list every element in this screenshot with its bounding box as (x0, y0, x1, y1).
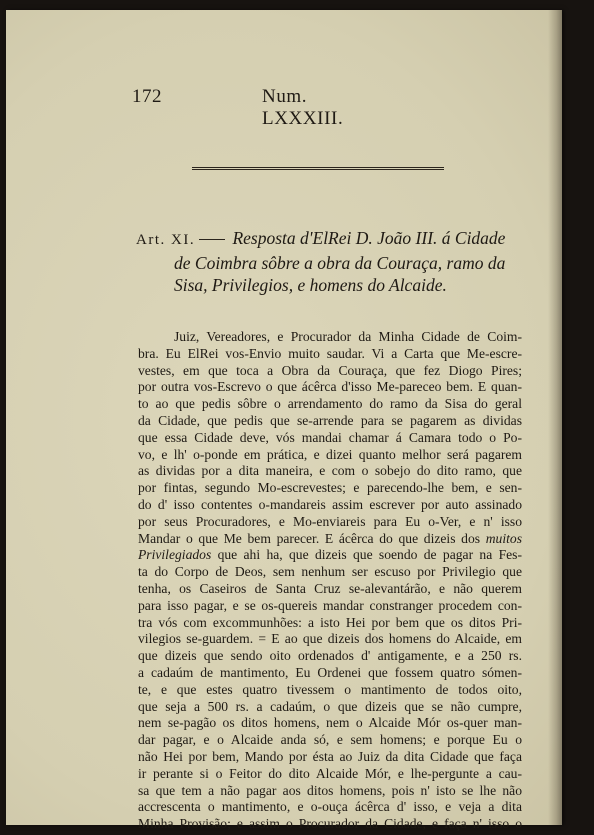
body-line: Juiz, Vereadores, e Procurador da Minha Cidade de Coim- (174, 329, 522, 344)
header-rule (192, 167, 444, 170)
article-title-line: Resposta d'ElRei D. João III. á Cidade (232, 228, 506, 248)
body-line: Minha Provisão; e assim o Procurador da Cidade, e faça n' isso o (138, 816, 522, 832)
body-line: bra. Eu ElRei vos-Envio muito saudar. Vi a Carta que Me-escre- (138, 345, 522, 361)
body-line: dar pagar, e o Alcaide anda só, e sem homens; e porque Eu o (138, 732, 522, 748)
body-line: te, e que estes quatro tivessem o mantimento de todos oito, (138, 681, 522, 697)
page-header (132, 86, 392, 129)
running-head: Num. LXXXIII. (262, 86, 344, 129)
body-line: tenha, os Caseiros de Santa Cruz se-alevantárão, e não querem (138, 580, 522, 596)
letter-body (138, 329, 522, 833)
body-line: que dizeis que sendo oito ordenados d' antigamente, e a 250 rs. (138, 648, 522, 664)
body-line: Mandar o que Me bem parecer. E ácêrca do que dizeis dos muitos (138, 530, 522, 546)
article-dash (199, 239, 225, 240)
body-line: vilegios se-guardem. = E ao que dizeis dos homens do Alcaide, em (138, 631, 522, 647)
article-label: Art. XI. (136, 232, 196, 248)
body-line: vestes, em que toca a Obra da Couraça, que fez Diogo Pires; (138, 362, 522, 378)
body-line: accrescenta o mantimento, e o-ouça ácêrca d' isso, e veja a dita (138, 799, 522, 815)
body-line: da Cidade, que pedis que se-arrende para se pagarem as dividas (138, 412, 522, 428)
body-line: não Hei por bem, Mando por ésta ao Juiz da dita Cidade que faça (138, 748, 522, 764)
body-line: por outra vos-Escrevo o que ácêrca d'isso Me-pareceo bem. E quan- (138, 379, 522, 395)
body-line: para isso pagar, e se os-quereis mandar constranger procedem con- (138, 597, 522, 613)
body-line: tra vós com excommunhões: a isto Hei por bem que os ditos Pri- (138, 614, 522, 630)
body-line: ta do Corpo de Deos, sem nenhum ser escuso por Privilegio que (138, 564, 522, 580)
body-line: as dividas por a dita maneira, e com o sobejo do dito ramo, que (138, 463, 522, 479)
article-title-line: Sisa, Privilegios, e homens do Alcaide. (174, 275, 447, 295)
body-line: a cadaúm de mantimento, Eu Ordenei que fossem quatro sómen- (138, 664, 522, 680)
body-line: Privilegiados que ahi ha, que dizeis que soendo de pagar na Fes- (138, 547, 522, 563)
body-line: ir perante si o Feitor do dito Alcaide Mór, e lhe-pergunte a cau- (138, 765, 522, 781)
body-line: sa que tem a não pagar aos ditos homens, pois n' isto se lhe não (138, 782, 522, 798)
article-heading (136, 227, 536, 297)
body-line: que essa Cidade deve, vós mandai chamar á Camara todo o Po- (138, 429, 522, 445)
body-line: nem se-pagão os ditos homens, nem o Alcaide Mór os-quer man- (138, 715, 522, 731)
page-number: 172 (132, 86, 162, 107)
body-line: do d' isso contentes o-mandareis assim escrever por auto assinado (138, 496, 522, 512)
article-title (136, 228, 536, 297)
body-line: que seja a 500 rs. a cadaúm, o que dizeis que se não cumpre, (138, 698, 522, 714)
body-line: vo, e lh' o-ponde em prática, e dizei quanto melhor será pagarem (138, 446, 522, 462)
body-line: por seus Procuradores, e Mo-enviareis para Eu o-Ver, e n' isso (138, 513, 522, 529)
page-gutter-shadow (548, 10, 562, 825)
body-line: por fintas, segundo Mo-escrevestes; e parecendo-lhe bem, e sen- (138, 480, 522, 496)
article-title-line: de Coimbra sôbre a obra da Couraça, ramo da (174, 252, 506, 273)
body-line: to ao que pedis sôbre o arrendamento do ramo da Sisa do geral (138, 396, 522, 412)
book-page (6, 10, 562, 832)
